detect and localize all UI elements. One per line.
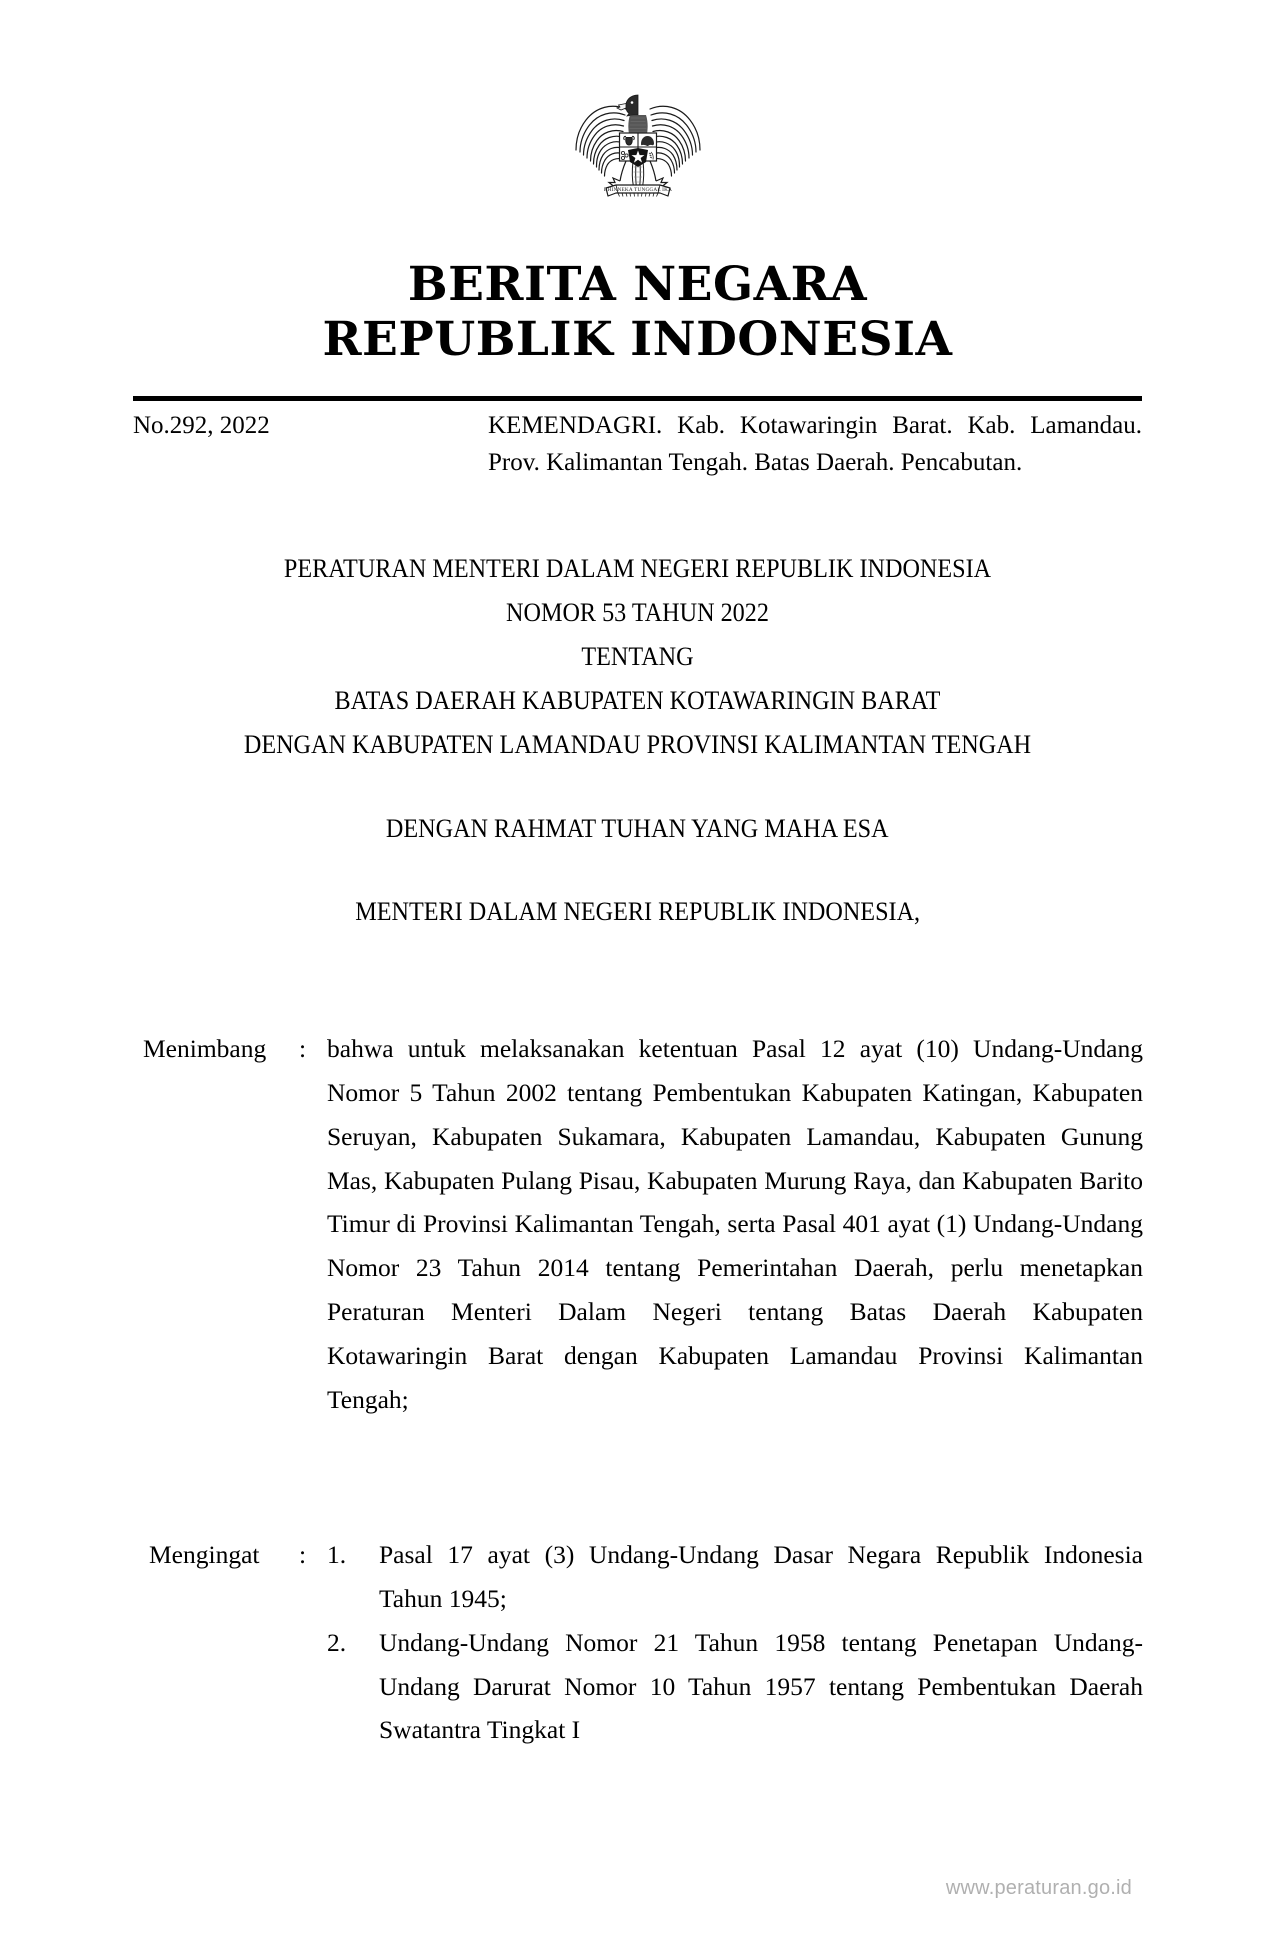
svg-text:BHINNEKA TUNGGAL IKA: BHINNEKA TUNGGAL IKA	[603, 187, 672, 193]
list-item-marker: 2.	[327, 1627, 347, 1657]
garuda-pancasila-emblem	[0, 72, 1275, 212]
footer-watermark: www.peraturan.go.id	[945, 1877, 1132, 1899]
list-item	[327, 1621, 1143, 1753]
gazette-number: No.292, 2022	[133, 412, 270, 439]
masthead-line-berita-negara: BERITA NEGARA	[407, 257, 868, 312]
title-line-subject-1: BATAS DAERAH KABUPATEN KOTAWARINGIN BARAT	[334, 686, 941, 715]
title-line-tentang: TENTANG	[581, 642, 694, 671]
list-item-text: Undang-Undang Nomor 21 Tahun 1958 tentang Penetapan Undang-Undang Darurat Nomor 10 Tahun 1957 tentang Pembentukan Daerah Swatantra Tingkat I	[379, 1627, 1143, 1745]
gazette-meta-block	[133, 408, 1142, 481]
clause-mengingat-list	[327, 1533, 1143, 1752]
clause-menimbang-text: bahwa untuk melaksanakan ketentuan Pasal 12 ayat (10) Undang-Undang Nomor 5 Tahun 2002 tentang Pembentukan Kabupaten Katingan, Kabupaten Seruyan, Kabupaten Sukamara, Kabupaten Lamandau, Kabupaten Gunung Mas, Kabupaten Pulang Pisau, Kabupaten Murung Raya, dan Kabupaten Barito Timur di Provinsi Kalimantan Tengah, serta Pasal 401 ayat (1) Undang-Undang Nomor 23 Tahun 2014 tentang Pemerintahan Daerah, perlu menetapkan Peraturan Menteri Dalam Negeri tentang Batas Daerah Kabupaten Kotawaringin Barat dengan Kabupaten Lamandau Provinsi Kalimantan Tengah;	[327, 1034, 1143, 1414]
invocation-text: DENGAN RAHMAT TUHAN YANG MAHA ESA	[386, 814, 889, 843]
clause-mengingat	[143, 1533, 1143, 1752]
clause-menimbang	[143, 1027, 1143, 1422]
gazette-subject-keywords: KEMENDAGRI. Kab. Kotawaringin Barat. Kab. Lamandau. Prov. Kalimantan Tengah. Batas Daerah. Pencabutan.	[488, 412, 1142, 476]
masthead	[130, 258, 1145, 367]
clause-mengingat-colon: :	[299, 1540, 307, 1569]
title-line-nomor-tahun: NOMOR 53 TAHUN 2022	[506, 598, 769, 627]
issuing-authority-text: MENTERI DALAM NEGERI REPUBLIK INDONESIA,	[355, 897, 920, 926]
masthead-line-republik-indonesia: REPUBLIK INDONESIA	[322, 311, 953, 367]
regulation-title-block	[130, 556, 1145, 758]
issuing-authority-line	[130, 897, 1145, 927]
clause-mengingat-label: Mengingat	[149, 1540, 260, 1569]
list-item-marker: 1.	[327, 1540, 347, 1569]
title-line-subject-2: DENGAN KABUPATEN LAMANDAU PROVINSI KALIMANTAN TENGAH	[243, 730, 1032, 759]
clause-menimbang-colon: :	[299, 1034, 307, 1063]
invocation-line	[130, 814, 1145, 844]
masthead-divider-rule	[133, 396, 1142, 401]
list-item	[327, 1533, 1143, 1621]
clause-menimbang-label: Menimbang	[143, 1034, 267, 1063]
list-item-text: Pasal 17 ayat (3) Undang-Undang Dasar Negara Republik Indonesia Tahun 1945;	[379, 1540, 1143, 1613]
title-line-peraturan-menteri: PERATURAN MENTERI DALAM NEGERI REPUBLIK INDONESIA	[283, 554, 992, 583]
